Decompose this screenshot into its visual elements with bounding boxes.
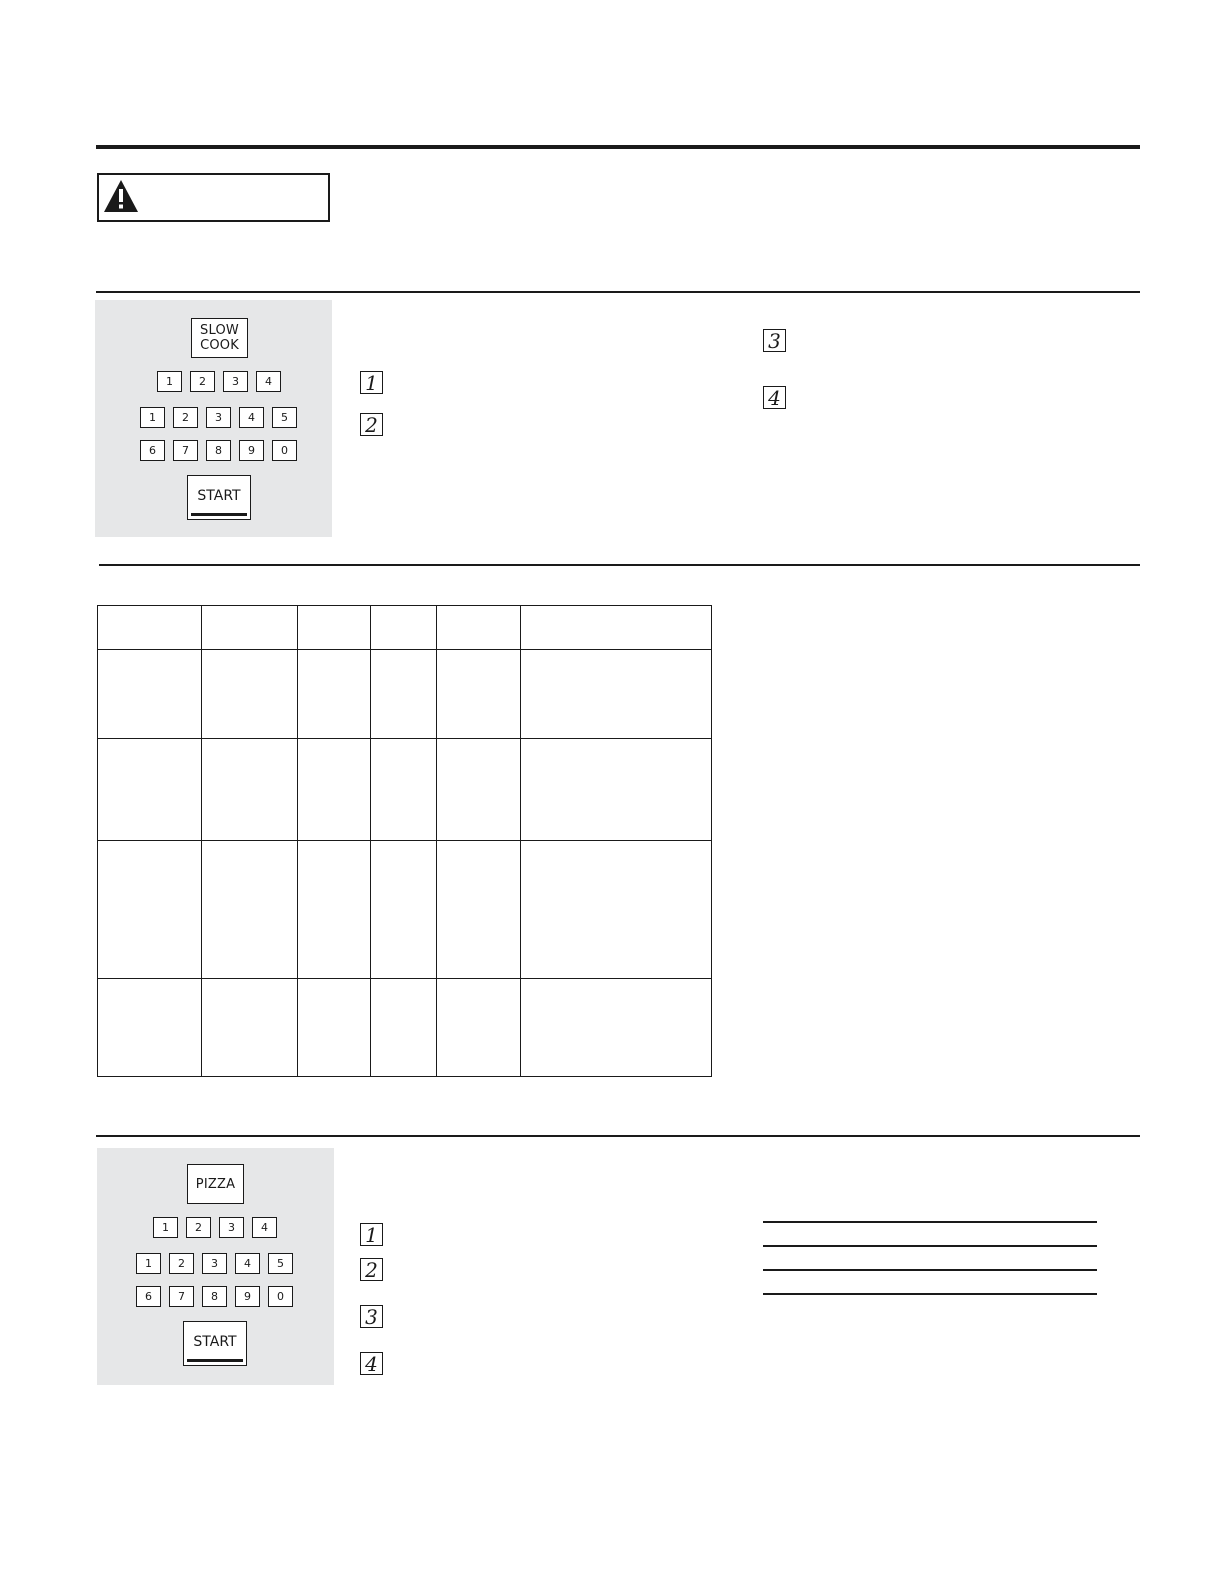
number-key-9[interactable]: 9 — [235, 1286, 260, 1307]
number-key-7[interactable]: 7 — [169, 1286, 194, 1307]
number-key-5[interactable]: 5 — [272, 407, 297, 428]
table-cell — [371, 841, 437, 979]
table-cell — [202, 841, 298, 979]
section-rule-pizza — [96, 1135, 1140, 1137]
number-key-4[interactable]: 4 — [239, 407, 264, 428]
table-cell — [202, 606, 298, 650]
slow-cook-button-line-2: COOK — [200, 338, 239, 353]
table-cell — [298, 979, 371, 1077]
slow-cook-button-line-1: SLOW — [200, 323, 239, 338]
table-cell — [371, 606, 437, 650]
number-key-1[interactable]: 1 — [140, 407, 165, 428]
table-cell — [521, 606, 712, 650]
table-cell — [98, 841, 202, 979]
table-cell — [202, 650, 298, 739]
slow-cook-step-1: 1 — [360, 371, 383, 394]
power-key-2[interactable]: 2 — [186, 1217, 211, 1238]
slow-cook-button[interactable] — [191, 318, 248, 358]
table-cell — [437, 606, 521, 650]
pizza-button[interactable] — [187, 1164, 244, 1204]
number-key-8[interactable]: 8 — [202, 1286, 227, 1307]
number-key-8[interactable]: 8 — [206, 440, 231, 461]
table-cell — [521, 841, 712, 979]
power-key-3[interactable]: 3 — [223, 371, 248, 392]
number-key-4[interactable]: 4 — [235, 1253, 260, 1274]
number-key-6[interactable]: 6 — [136, 1286, 161, 1307]
table-cell — [298, 841, 371, 979]
number-key-2[interactable]: 2 — [173, 407, 198, 428]
start-button-label: START — [193, 1333, 237, 1350]
section-rule-slow-cook — [96, 291, 1140, 293]
table-cell — [298, 650, 371, 739]
table-cell — [521, 739, 712, 841]
table-cell — [371, 739, 437, 841]
table-cell — [437, 841, 521, 979]
power-key-4[interactable]: 4 — [252, 1217, 277, 1238]
table-cell — [437, 650, 521, 739]
section-rule-table — [99, 564, 1140, 566]
table-row — [98, 841, 712, 979]
table-cell — [371, 979, 437, 1077]
pizza-table-line — [763, 1245, 1097, 1247]
pizza-button-label: PIZZA — [195, 1176, 236, 1192]
number-key-5[interactable]: 5 — [268, 1253, 293, 1274]
number-key-1[interactable]: 1 — [136, 1253, 161, 1274]
power-key-4[interactable]: 4 — [256, 371, 281, 392]
pizza-step-1: 1 — [360, 1223, 383, 1246]
header-rule — [96, 145, 1140, 149]
start-button-label: START — [197, 487, 241, 504]
power-key-2[interactable]: 2 — [190, 371, 215, 392]
table-cell — [437, 979, 521, 1077]
number-key-3[interactable]: 3 — [206, 407, 231, 428]
number-key-0[interactable]: 0 — [268, 1286, 293, 1307]
table-cell — [98, 739, 202, 841]
power-key-1[interactable]: 1 — [157, 371, 182, 392]
table-cell — [298, 739, 371, 841]
number-key-0[interactable]: 0 — [272, 440, 297, 461]
table-cell — [98, 650, 202, 739]
slow-cook-step-3: 3 — [763, 329, 786, 352]
number-key-7[interactable]: 7 — [173, 440, 198, 461]
table-cell — [521, 650, 712, 739]
slow-cook-control-panel — [95, 300, 332, 537]
table-cell — [202, 979, 298, 1077]
start-button[interactable] — [183, 1321, 247, 1366]
table-cell — [298, 606, 371, 650]
table-row — [98, 650, 712, 739]
table-cell — [98, 979, 202, 1077]
table-row — [98, 606, 712, 650]
table-cell — [202, 739, 298, 841]
power-key-3[interactable]: 3 — [219, 1217, 244, 1238]
pizza-step-2: 2 — [360, 1258, 383, 1281]
number-key-3[interactable]: 3 — [202, 1253, 227, 1274]
table-row — [98, 739, 712, 841]
slow-cook-step-2: 2 — [360, 413, 383, 436]
pizza-step-4: 4 — [360, 1352, 383, 1375]
pizza-table-line — [763, 1269, 1097, 1271]
pizza-control-panel — [97, 1148, 334, 1385]
table-cell — [371, 650, 437, 739]
pizza-step-3: 3 — [360, 1305, 383, 1328]
start-button[interactable] — [187, 475, 251, 520]
slow-cook-guide-table — [97, 605, 712, 1077]
pizza-table-line — [763, 1221, 1097, 1223]
caution-box — [97, 173, 330, 222]
number-key-6[interactable]: 6 — [140, 440, 165, 461]
table-cell — [521, 979, 712, 1077]
warning-triangle-icon — [103, 179, 139, 213]
table-row — [98, 979, 712, 1077]
power-key-1[interactable]: 1 — [153, 1217, 178, 1238]
table-cell — [437, 739, 521, 841]
slow-cook-step-4: 4 — [763, 386, 786, 409]
number-key-2[interactable]: 2 — [169, 1253, 194, 1274]
table-cell — [98, 606, 202, 650]
number-key-9[interactable]: 9 — [239, 440, 264, 461]
pizza-table-line — [763, 1293, 1097, 1295]
